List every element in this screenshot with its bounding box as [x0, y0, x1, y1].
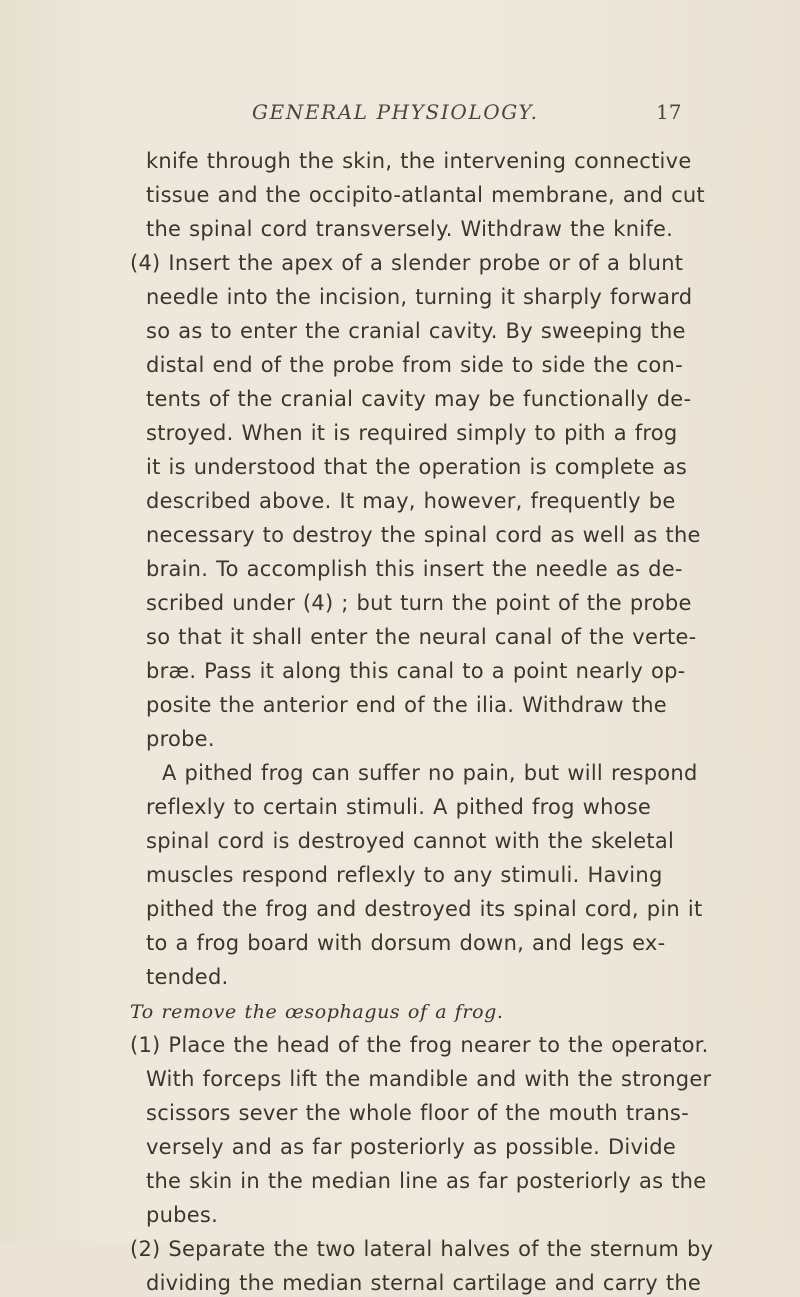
section-heading: To remove the œsophagus of a frog.	[130, 1001, 504, 1023]
text-line: necessary to destroy the spinal cord as well as the	[146, 523, 701, 547]
text-line: needle into the incision, turning it sharply forward	[146, 285, 693, 309]
text-line: scissors sever the whole floor of the mouth trans-	[146, 1101, 689, 1125]
text-line: (1) Place the head of the frog nearer to the operator.	[130, 1033, 709, 1057]
page-number: 17	[656, 100, 682, 124]
text-line: knife through the skin, the intervening connective	[146, 149, 692, 173]
text-line: so that it shall enter the neural canal of the verte-	[146, 625, 697, 649]
text-line: reflexly to certain stimuli. A pithed frog whose	[146, 795, 652, 819]
text-line: so as to enter the cranial cavity. By sweeping the	[146, 319, 686, 343]
text-line: to a frog board with dorsum down, and legs ex-	[146, 931, 666, 955]
text-line: A pithed frog can suffer no pain, but will respond	[162, 761, 698, 785]
text-line: the spinal cord transversely. Withdraw the knife.	[146, 217, 674, 241]
text-line: distal end of the probe from side to side the con-	[146, 353, 683, 377]
text-line: scribed under (4) ; but turn the point of the probe	[146, 591, 692, 615]
text-line: (4) Insert the apex of a slender probe or of a blunt	[130, 251, 684, 275]
text-line: pubes.	[146, 1203, 219, 1227]
running-head	[0, 100, 800, 130]
text-line: versely and as far posteriorly as possible. Divide	[146, 1135, 677, 1159]
text-line: brain. To accomplish this insert the needle as de-	[146, 557, 683, 581]
text-line: (2) Separate the two lateral halves of the sternum by	[130, 1237, 714, 1261]
text-line: it is understood that the operation is complete as	[146, 455, 688, 479]
text-line: tents of the cranial cavity may be functionally de-	[146, 387, 692, 411]
text-line: posite the anterior end of the ilia. Withdraw the	[146, 693, 667, 717]
text-line: the skin in the median line as far posteriorly as the	[146, 1169, 707, 1193]
text-line: pithed the frog and destroyed its spinal cord, pin it	[146, 897, 703, 921]
running-head-title: GENERAL PHYSIOLOGY.	[252, 100, 539, 124]
text-line: With forceps lift the mandible and with the stronger	[146, 1067, 712, 1091]
text-line: dividing the median sternal cartilage and carry the	[146, 1271, 702, 1295]
text-line: spinal cord is destroyed cannot with the skeletal	[146, 829, 675, 853]
text-line: stroyed. When it is required simply to pith a frog	[146, 421, 678, 445]
text-line: tissue and the occipito-atlantal membrane, and cut	[146, 183, 705, 207]
text-line: muscles respond reflexly to any stimuli. Having	[146, 863, 663, 887]
text-line: bræ. Pass it along this canal to a point nearly op-	[146, 659, 686, 683]
text-line: described above. It may, however, frequently be	[146, 489, 676, 513]
text-line: probe.	[146, 727, 215, 751]
text-line: tended.	[146, 965, 229, 989]
